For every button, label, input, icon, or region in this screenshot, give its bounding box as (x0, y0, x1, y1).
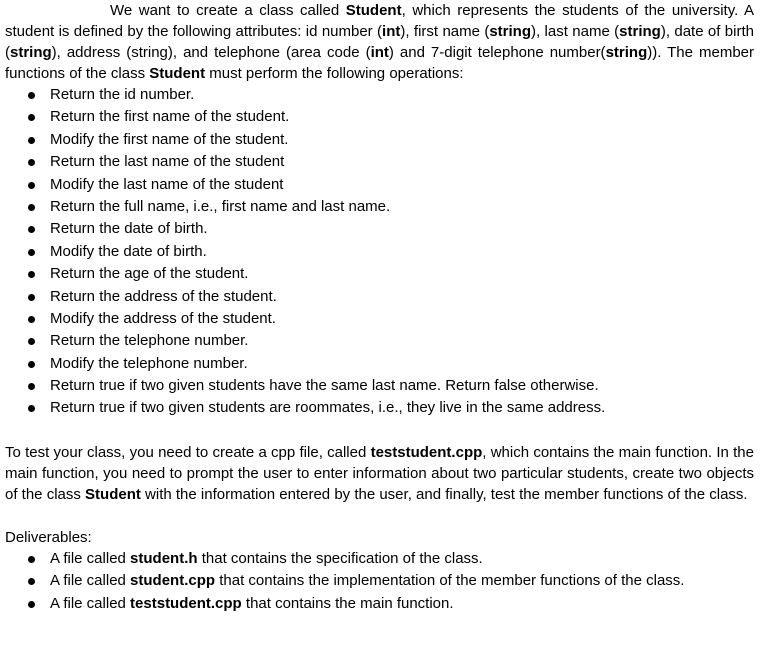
spacer (5, 505, 754, 527)
deliverable-text: A file called (50, 549, 131, 567)
deliverable-text: A file called (50, 572, 131, 590)
intro-text: ) and 7-digit telephone number( (388, 44, 606, 61)
class-name: Student (85, 485, 141, 503)
type-keyword: string (619, 23, 661, 40)
test-text: , which contains the main function. In the main function, you need to prompt the user to enter information about two particular students, create two objects of the class (5, 443, 754, 503)
intro-text: , which represents the students of the university. A student is defined by the following attributes: id number ( (5, 2, 754, 40)
deliverables-list (5, 548, 754, 615)
intro-text: ), first name ( (400, 23, 490, 40)
deliverable-text: that contains the main function. (241, 594, 454, 612)
class-name: Student (149, 65, 206, 82)
list-item (50, 570, 754, 592)
type-keyword: string (605, 44, 648, 61)
type-keyword: int (382, 23, 401, 40)
list-item: Modify the date of birth. (50, 241, 754, 263)
list-item (50, 593, 754, 615)
list-item: Return the date of birth. (50, 218, 754, 240)
file-name: student.h (130, 549, 198, 567)
test-text: with the information entered by the user, and finally, test the member functions of the class. (140, 485, 748, 503)
list-item: Return true if two given students have the same last name. Return false otherwise. (50, 375, 754, 397)
operations-list (5, 84, 754, 420)
test-text: To test your class, you need to create a cpp file, called (5, 443, 371, 461)
list-item: Modify the address of the student. (50, 308, 754, 330)
intro-text: ), date of birth ( (5, 23, 754, 61)
type-keyword: int (370, 44, 389, 61)
type-keyword: string (489, 23, 532, 40)
type-keyword: string (10, 44, 52, 61)
intro-text: must perform the following operations: (205, 65, 464, 82)
list-item: Return the full name, i.e., first name and last name. (50, 196, 754, 218)
test-paragraph (5, 442, 754, 505)
class-name: Student (345, 2, 402, 19)
file-name: teststudent.cpp (130, 594, 242, 612)
list-item: Modify the first name of the student. (50, 129, 754, 151)
intro-text: ), last name ( (531, 23, 620, 40)
list-item: Return the age of the student. (50, 263, 754, 285)
intro-text: ), address (string), and telephone (area code ( (51, 44, 371, 61)
list-item: Return true if two given students are roommates, i.e., they live in the same address. (50, 397, 754, 419)
list-item: Modify the last name of the student (50, 174, 754, 196)
list-item: Modify the telephone number. (50, 353, 754, 375)
deliverables-heading: Deliverables: (5, 528, 92, 546)
list-item: Return the telephone number. (50, 330, 754, 352)
intro-text: )). The member functions of the class (5, 44, 754, 82)
list-item: Return the first name of the student. (50, 106, 754, 128)
intro-paragraph (5, 0, 754, 84)
list-item: Return the id number. (50, 84, 754, 106)
spacer (5, 420, 754, 442)
list-item: Return the address of the student. (50, 286, 754, 308)
file-name: student.cpp (130, 572, 216, 590)
list-item (50, 548, 754, 570)
deliverable-text: that contains the implementation of the member functions of the class. (215, 572, 685, 590)
deliverable-text: that contains the specification of the class. (197, 549, 483, 567)
deliverable-text: A file called (50, 594, 131, 612)
intro-text: We want to create a class called (110, 2, 346, 19)
list-item: Return the last name of the student (50, 151, 754, 173)
file-name: teststudent.cpp (370, 443, 483, 461)
